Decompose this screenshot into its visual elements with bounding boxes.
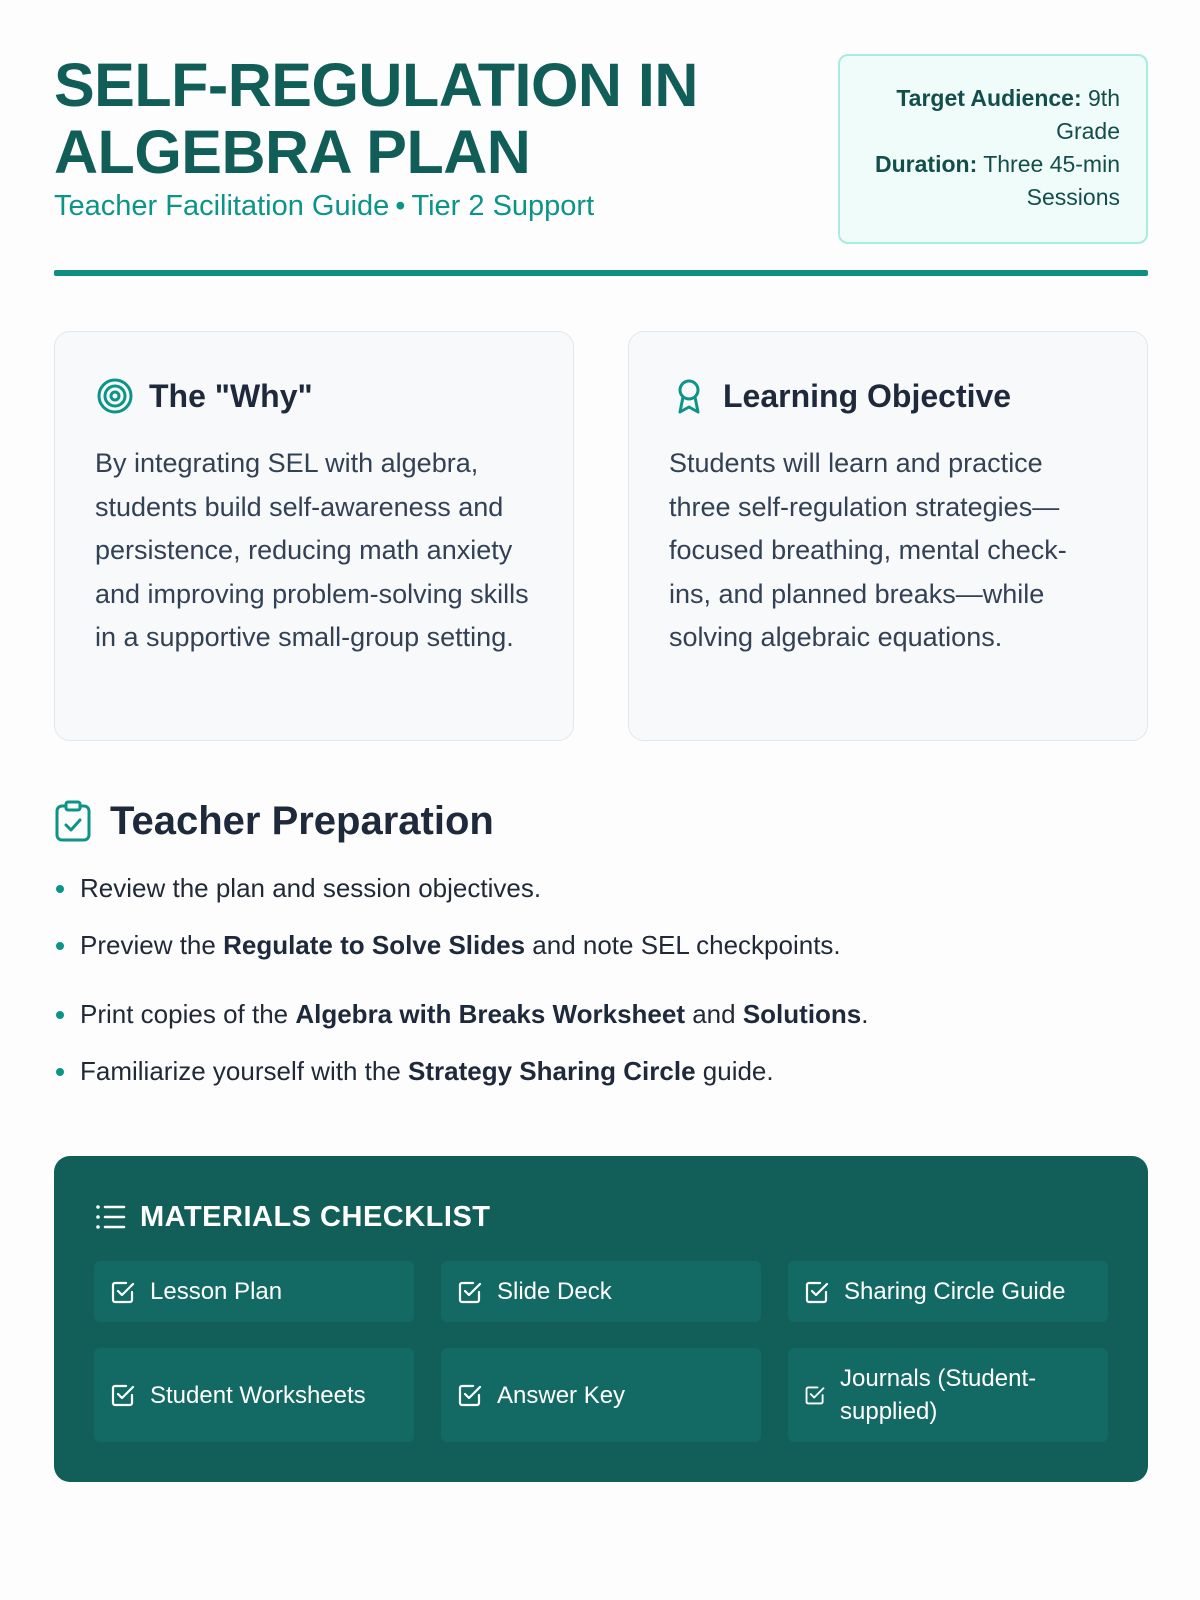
why-card-title: The "Why"	[149, 377, 313, 414]
subtitle-guide: Teacher Facilitation Guide	[54, 190, 390, 222]
material-label: Sharing Circle Guide	[844, 1278, 1066, 1305]
subtitle-separator: •	[395, 190, 406, 222]
material-label: Journals (Student-supplied)	[840, 1365, 1037, 1425]
list-item-text: Print copies of the	[80, 999, 296, 1029]
material-student-worksheets	[94, 1348, 414, 1442]
materials-checklist-panel	[54, 1156, 1148, 1482]
list-item-bold: Algebra with Breaks Worksheet	[295, 999, 685, 1029]
header-divider	[54, 270, 1148, 276]
list-item-text: and note SEL checkpoints.	[525, 930, 841, 960]
duration-value: Three 45-min Sessions	[983, 151, 1120, 210]
lesson-plan-page	[54, 0, 1148, 1600]
material-sharing-circle-guide	[788, 1261, 1108, 1322]
checkbox-checked-icon	[457, 1382, 483, 1408]
material-label: Answer Key	[497, 1381, 626, 1409]
target-audience-value: 9th Grade	[1056, 85, 1120, 144]
subtitle-tier: Tier 2 Support	[411, 190, 595, 222]
list-item	[54, 1053, 1148, 1089]
list-item-bold: Solutions	[742, 999, 862, 1029]
list-item-text: .	[861, 999, 869, 1029]
material-slide-deck	[441, 1261, 761, 1322]
target-icon	[95, 376, 135, 416]
list-item-bold: Regulate to Solve Slides	[223, 930, 526, 960]
list-item-text: Review the plan and session objectives.	[80, 873, 542, 903]
material-journals	[788, 1348, 1108, 1442]
checkbox-checked-icon	[110, 1279, 136, 1305]
list-item	[54, 996, 1148, 1032]
target-audience-label: Target Audience:	[896, 85, 1082, 111]
why-card	[54, 331, 574, 741]
materials-checklist-title: MATERIALS CHECKLIST	[140, 1200, 491, 1233]
list-item-text: Familiarize yourself with the	[80, 1056, 408, 1086]
list-item-bold: Strategy Sharing Circle	[408, 1056, 696, 1086]
teacher-preparation-heading	[54, 798, 494, 844]
duration-label: Duration:	[875, 151, 978, 177]
duration	[860, 148, 1120, 214]
checkbox-checked-icon	[457, 1279, 483, 1305]
award-icon	[669, 376, 709, 416]
objective-card-title: Learning Objective	[723, 377, 1012, 414]
material-label: Student Worksheets	[150, 1381, 366, 1409]
target-audience	[860, 82, 1120, 148]
objective-card	[628, 331, 1148, 741]
material-lesson-plan	[94, 1261, 414, 1322]
checkbox-checked-icon	[804, 1384, 826, 1406]
page-title: SELF-REGULATION IN ALGEBRA PLAN	[54, 51, 698, 186]
list-item-text: Preview the	[80, 930, 224, 960]
material-answer-key	[441, 1348, 761, 1442]
checkbox-checked-icon	[804, 1279, 830, 1305]
material-label: Lesson Plan	[150, 1278, 283, 1305]
list-item	[54, 870, 1148, 906]
checkbox-checked-icon	[110, 1382, 136, 1408]
objective-card-body: Students will learn and practice three self-regulation strategies—focused breathing, mental check-ins, and planned breaks—while solving algebraic equations.	[669, 448, 1067, 652]
why-card-body: By integrating SEL with algebra, students build self-awareness and persistence, reducing math anxiety and improving problem-solving skills in a supportive small-group setting.	[95, 448, 529, 652]
list-item-text: guide.	[695, 1056, 774, 1086]
preparation-list	[54, 870, 1148, 1089]
clipboard-check-icon	[54, 800, 92, 842]
list-icon	[94, 1202, 126, 1232]
header	[54, 52, 1148, 252]
list-item	[54, 927, 1148, 963]
list-item-text: and	[685, 999, 743, 1029]
teacher-preparation-title: Teacher Preparation	[110, 798, 494, 843]
page-subtitle	[54, 190, 594, 223]
session-info-box	[838, 54, 1148, 244]
material-label: Slide Deck	[497, 1278, 612, 1305]
